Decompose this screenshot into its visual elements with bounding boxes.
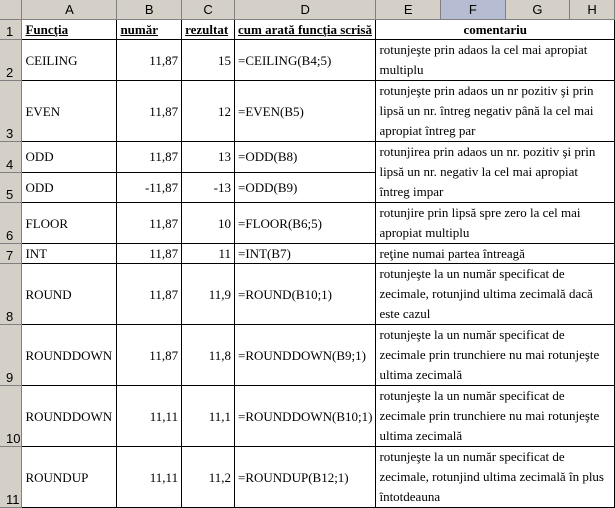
cell-function[interactable]: CEILING	[22, 40, 117, 81]
row-header[interactable]: 4	[0, 142, 22, 173]
cell-formula[interactable]: =ROUNDDOWN(B9;1)	[235, 325, 376, 386]
cell-formula[interactable]: =FLOOR(B6;5)	[235, 203, 376, 244]
table-row	[0, 203, 615, 244]
table-row	[0, 447, 615, 508]
cell-number[interactable]: 11,87	[117, 203, 182, 244]
table-row	[0, 325, 615, 386]
table-row	[0, 142, 615, 173]
cell-header-cum[interactable]: cum arată funcţia scrisă	[235, 20, 376, 40]
row-header[interactable]: 9	[0, 325, 22, 386]
cell-result[interactable]: 11	[182, 244, 235, 264]
table-row	[0, 40, 615, 81]
cell-comment[interactable]: rotunjire prin lipsă spre zero la cel mai apropiat multiplu	[376, 203, 615, 244]
cell-number[interactable]: 11,87	[117, 325, 182, 386]
row-header[interactable]: 2	[0, 40, 22, 81]
cell-comment[interactable]: rotunjirea prin adaos un nr. pozitiv şi prin lipsă un nr. negativ la cel mai apropiat întreg impar	[376, 142, 615, 203]
table-row	[0, 244, 615, 264]
table-row	[0, 386, 615, 447]
cell-function[interactable]: EVEN	[22, 81, 117, 142]
cell-comment[interactable]: rotunjeşte prin adaos la cel mai apropiat multiplu	[376, 40, 615, 81]
cell-result[interactable]: -13	[182, 172, 235, 203]
row-header[interactable]: 10	[0, 386, 22, 447]
cell-number[interactable]: -11,87	[117, 172, 182, 203]
row-header[interactable]: 1	[0, 20, 22, 40]
cell-header-functia[interactable]: Funcţia	[22, 20, 117, 40]
cell-function[interactable]: ROUNDDOWN	[22, 325, 117, 386]
column-header-g[interactable]: G	[505, 0, 570, 20]
cell-comment[interactable]: rotunjeşte la un număr specificat de zecimale, rotunjind ultima zecimală în plus întotdeauna	[376, 447, 615, 508]
row-header[interactable]: 5	[0, 172, 22, 203]
cell-number[interactable]: 11,87	[117, 40, 182, 81]
cell-result[interactable]: 11,8	[182, 325, 235, 386]
cell-function[interactable]: ODD	[22, 142, 117, 173]
cell-header-rezultat[interactable]: rezultat	[182, 20, 235, 40]
select-all-corner[interactable]	[0, 0, 22, 20]
row-header[interactable]: 8	[0, 264, 22, 325]
cell-function[interactable]: FLOOR	[22, 203, 117, 244]
cell-formula[interactable]: =EVEN(B5)	[235, 81, 376, 142]
cell-result[interactable]: 12	[182, 81, 235, 142]
cell-comment[interactable]: rotunjeşte la un număr specificat de zecimale prin trunchiere nu mai rotunjeşte ultima zecimală	[376, 386, 615, 447]
cell-formula[interactable]: =CEILING(B4;5)	[235, 40, 376, 81]
cell-formula[interactable]: =ROUND(B10;1)	[235, 264, 376, 325]
table-row	[0, 20, 615, 40]
column-header-b[interactable]: B	[117, 0, 182, 20]
column-header-row	[0, 0, 615, 20]
cell-header-comentariu[interactable]: comentariu	[376, 20, 615, 40]
column-header-h[interactable]: H	[570, 0, 615, 20]
cell-number[interactable]: 11,87	[117, 81, 182, 142]
table-row	[0, 81, 615, 142]
row-header[interactable]: 7	[0, 244, 22, 264]
cell-comment[interactable]: rotunjeşte la un număr specificat de zecimale, rotunjind ultima zecimală dacă este cazul	[376, 264, 615, 325]
cell-number[interactable]: 11,87	[117, 244, 182, 264]
column-header-f[interactable]: F	[441, 0, 506, 20]
column-header-c[interactable]: C	[182, 0, 235, 20]
cell-function[interactable]: ROUNDUP	[22, 447, 117, 508]
cell-result[interactable]: 13	[182, 142, 235, 173]
cell-formula[interactable]: =ODD(B9)	[235, 172, 376, 203]
cell-result[interactable]: 15	[182, 40, 235, 81]
cell-comment[interactable]: reţine numai partea întreagă	[376, 244, 615, 264]
cell-comment[interactable]: rotunjeşte la un număr specificat de zecimale prin trunchiere nu mai rotunjeşte ultima zecimală	[376, 325, 615, 386]
cell-header-numar[interactable]: număr	[117, 20, 182, 40]
cell-number[interactable]: 11,87	[117, 264, 182, 325]
row-header[interactable]: 3	[0, 81, 22, 142]
cell-function[interactable]: INT	[22, 244, 117, 264]
cell-formula[interactable]: =INT(B7)	[235, 244, 376, 264]
cell-result[interactable]: 11,9	[182, 264, 235, 325]
cell-comment[interactable]: rotunjeşte prin adaos un nr pozitiv şi prin lipsă un nr. întreg negativ până la cel mai apropiat întreg par	[376, 81, 615, 142]
cell-number[interactable]: 11,11	[117, 386, 182, 447]
cell-formula[interactable]: =ODD(B8)	[235, 142, 376, 173]
column-header-e[interactable]: E	[376, 0, 441, 20]
cell-function[interactable]: ROUND	[22, 264, 117, 325]
cell-formula[interactable]: =ROUNDDOWN(B10;1)	[235, 386, 376, 447]
row-header[interactable]: 11	[0, 447, 22, 508]
cell-function[interactable]: ODD	[22, 172, 117, 203]
cell-number[interactable]: 11,87	[117, 142, 182, 173]
cell-result[interactable]: 11,1	[182, 386, 235, 447]
row-header[interactable]: 6	[0, 203, 22, 244]
table-row	[0, 264, 615, 325]
cell-result[interactable]: 10	[182, 203, 235, 244]
cell-result[interactable]: 11,2	[182, 447, 235, 508]
cell-formula[interactable]: =ROUNDUP(B12;1)	[235, 447, 376, 508]
cell-number[interactable]: 11,11	[117, 447, 182, 508]
column-header-d[interactable]: D	[235, 0, 376, 20]
cell-function[interactable]: ROUNDDOWN	[22, 386, 117, 447]
column-header-a[interactable]: A	[22, 0, 117, 20]
